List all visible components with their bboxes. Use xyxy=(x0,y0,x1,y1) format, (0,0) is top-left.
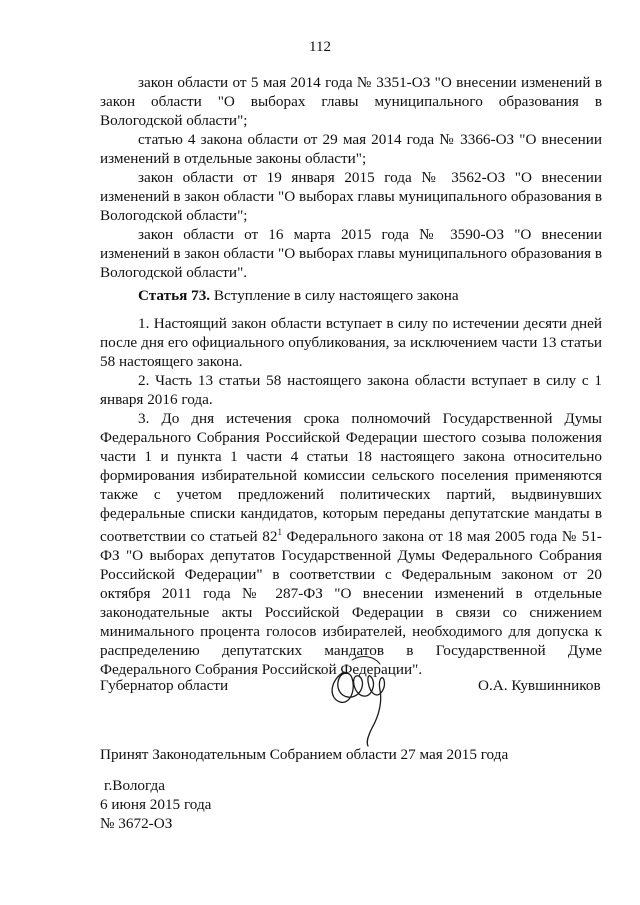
article-paragraph-1: 1. Настоящий закон области вступает в силу по истечении десяти дней после дня его официального опубликования, за исключением части 13 статьи 58 настоящего закона. xyxy=(100,315,602,370)
amendments-list xyxy=(100,73,602,282)
article-number: Статья 73. xyxy=(138,287,211,304)
handwritten-signature xyxy=(322,650,404,750)
page-number: 112 xyxy=(309,39,331,55)
adoption-statement: Принят Законодательным Собранием области 27 мая 2015 года xyxy=(100,746,509,763)
issue-place: г.Вологда xyxy=(104,777,165,794)
amendment-item: закон области от 16 марта 2015 года № 3590-ОЗ "О внесении изменений в закон области "О выборах главы муниципального образования в Вологодской области". xyxy=(100,226,602,281)
superscript: 1 xyxy=(277,527,282,537)
signer-name: О.А. Кувшинников xyxy=(478,677,601,694)
paragraph-3-before: 3. До дня истечения срока полномочий Государственной Думы Федерального Собрания Российской Федерации шестого созыва положения части 1 и пункта 1 части 4 статьи 18 настоящего закона относительно формирования избирательной комиссии сельского поселения применяются также с учетом предложений политических партий, выдвинувших федеральные списки кандидатов, которым переданы депутатские мандаты в соответствии со статьей 82 xyxy=(100,410,602,545)
signer-position: Губернатор области xyxy=(100,677,229,694)
issue-date: 6 июня 2015 года xyxy=(100,796,212,813)
amendment-item: закон области от 5 мая 2014 года № 3351-ОЗ "О внесении изменений в закон области "О выборах главы муниципального образования в Вологодской области"; xyxy=(100,74,602,129)
amendment-item: закон области от 19 января 2015 года № 3562-ОЗ "О внесении изменений в закон области "О выборах главы муниципального образования в Вологодской области"; xyxy=(100,169,602,224)
article-body xyxy=(100,314,602,679)
issue-details xyxy=(100,776,211,833)
paragraph-3-after: Федерального закона от 18 мая 2005 года № 51-ФЗ "О выборах депутатов Государственной Думы Федерального Собрания Российской Федерации" в соответствии с Федеральным законом от 20 октября 2011 года № 287-ФЗ "О внесении изменений в отдельные законодательные акты Российской Федерации в связи со снижением минимального процента голосов избирателей, необходимого для допуска к распределению депутатских мандатов в Государственной Думе Федерального Собрания Российской Федерации". xyxy=(100,528,602,678)
article-heading xyxy=(138,286,459,305)
article-paragraph-2: 2. Часть 13 статьи 58 настоящего закона области вступает в силу с 1 января 2016 года. xyxy=(100,372,602,408)
article-paragraph-3 xyxy=(100,409,602,679)
law-number: № 3672-ОЗ xyxy=(100,815,173,832)
article-title: Вступление в силу настоящего закона xyxy=(213,287,459,304)
amendment-item: статью 4 закона области от 29 мая 2014 года № 3366-ОЗ "О внесении изменений в отдельные законы области"; xyxy=(100,131,602,167)
